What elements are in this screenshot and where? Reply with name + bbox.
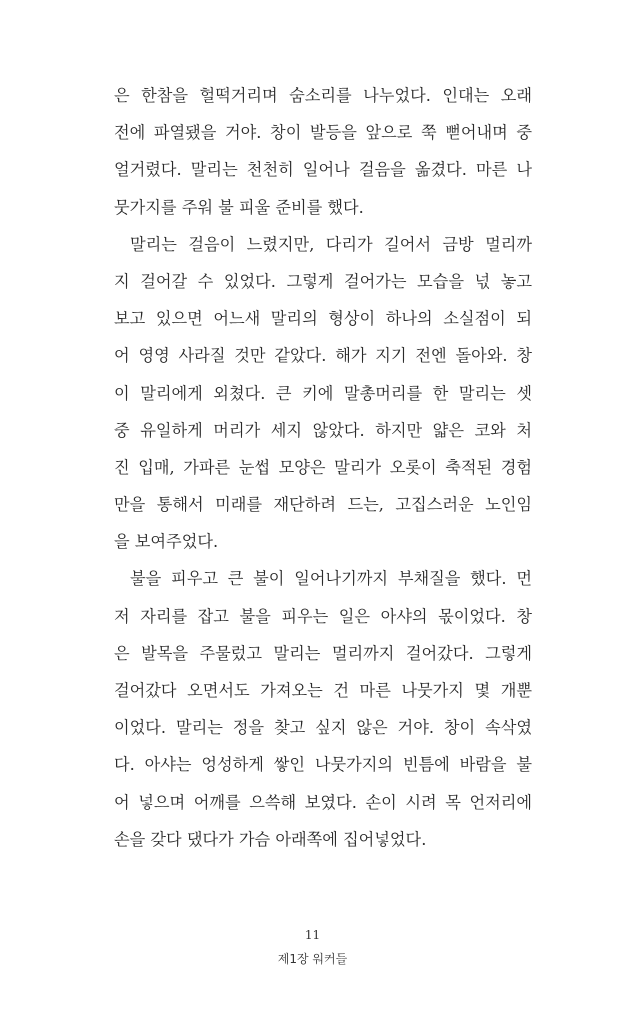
body-text — [114, 77, 532, 858]
text-line: 저 자리를 잡고 불을 피우는 일은 아샤의 몫이었다. 창 — [114, 606, 532, 626]
text-line: 진 입매, 가파른 눈썹 모양은 말리가 오롯이 축적된 경험 — [114, 457, 532, 477]
text-line: 다. 아샤는 엉성하게 쌓인 나뭇가지의 빈틈에 바람을 불 — [114, 755, 532, 775]
text-line: 걸어갔다 오면서도 가져오는 건 마른 나뭇가지 몇 개뿐 — [114, 681, 532, 700]
text-line: 얼거렸다. 말리는 천천히 일어나 걸음을 옮겼다. 마른 나 — [114, 160, 532, 180]
text-line: 말리는 걸음이 느렸지만, 다리가 길어서 금방 멀리까 — [130, 234, 532, 254]
text-line: 지 걸어갈 수 있었다. 그렇게 걸어가는 모습을 넋 놓고 — [114, 271, 532, 291]
text-line: 뭇가지를 주워 불 피울 준비를 했다. — [114, 197, 364, 217]
text-line: 은 발목을 주물렀고 말리는 멀리까지 걸어갔다. 그렇게 — [114, 643, 532, 663]
text-line: 은 한참을 헐떡거리며 숨소리를 나누었다. 인대는 오래 — [114, 86, 532, 105]
text-line: 보고 있으면 어느새 말리의 형상이 하나의 소실점이 되 — [114, 309, 532, 329]
text-line: 어 넣으며 어깨를 으쓱해 보였다. 손이 시려 목 언저리에 — [114, 792, 532, 812]
chapter-title: 제1장 워커들 — [277, 952, 348, 966]
text-line: 을 보여주었다. — [114, 532, 219, 552]
text-line: 중 유일하게 머리가 세지 않았다. 하지만 얇은 코와 처 — [114, 420, 532, 440]
text-line: 이 말리에게 외쳤다. 큰 키에 말총머리를 한 말리는 셋 — [114, 383, 532, 403]
text-line: 어 영영 사라질 것만 같았다. 해가 지기 전엔 돌아와. 창 — [114, 346, 532, 366]
text-line: 전에 파열됐을 거야. 창이 발등을 앞으로 쭉 뻗어내며 중 — [114, 123, 532, 143]
page-number: 11 — [304, 928, 321, 942]
text-line: 불을 피우고 큰 불이 일어나기까지 부채질을 했다. 먼 — [130, 569, 532, 589]
text-line: 만을 통해서 미래를 재단하려 드는, 고집스러운 노인임 — [114, 495, 532, 515]
text-line: 이었다. 말리는 정을 찾고 싶지 않은 거야. 창이 속삭였 — [114, 718, 532, 738]
text-line: 손을 갖다 댔다가 가슴 아래쪽에 집어넣었다. — [114, 829, 427, 849]
